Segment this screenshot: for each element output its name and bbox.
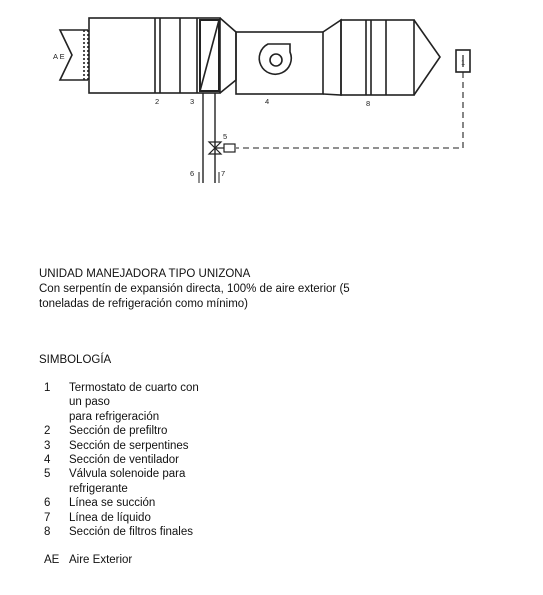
legend-item-text: Línea se succión (69, 497, 156, 510)
fan-scroll (259, 44, 291, 74)
label-1: 1 (461, 58, 466, 67)
final-filters-section (341, 20, 414, 95)
label-ae: A E (53, 52, 65, 61)
legend-item-number: 1 (44, 382, 51, 394)
coil-diagonal (200, 20, 219, 91)
valve-actuator (224, 144, 235, 152)
legend-item-number: 3 (44, 439, 51, 452)
label-4: 4 (265, 97, 270, 106)
legend-item-number: 2 (44, 425, 51, 438)
control-line (236, 72, 463, 148)
legend-item-text: Línea de líquido (69, 511, 151, 524)
label-2: 2 (155, 97, 160, 106)
legend-item-number: 6 (44, 497, 51, 510)
legend-heading: SIMBOLOGÍA (39, 354, 112, 366)
discharge-cone (414, 20, 440, 95)
fan-section (236, 32, 323, 94)
legend-item-number: 4 (44, 454, 51, 466)
legend-item-text: Sección de prefiltro (69, 425, 168, 438)
legend-item-number: 8 (44, 526, 51, 538)
legend-item-text: un paso (69, 396, 110, 409)
transition-out (323, 20, 341, 95)
label-5: 5 (223, 132, 228, 141)
legend-item-text: Sección de serpentines (69, 439, 189, 452)
label-6: 6 (190, 169, 195, 178)
legend-item-number: 7 (44, 511, 51, 524)
legend-item-text: Termostato de cuarto con (69, 382, 199, 394)
legend-item-text: Sección de ventilador (69, 454, 179, 466)
caption-line-1: Con serpentín de expansión directa, 100% de aire exterior (5 (39, 283, 350, 295)
air-handler-diagram (0, 0, 543, 195)
fan-hub (270, 54, 282, 66)
label-3: 3 (190, 97, 195, 106)
legend-item-text: refrigerante (69, 482, 128, 495)
caption-title: UNIDAD MANEJADORA TIPO UNIZONA (39, 268, 251, 280)
legend-item-text: Válvula solenoide para (69, 468, 186, 481)
legend-item-text: Sección de filtros finales (69, 526, 194, 538)
legend-item-text: Aire Exterior (69, 554, 133, 567)
label-8: 8 (366, 99, 371, 108)
legend-item-number: AE (44, 554, 60, 567)
caption-line-2: toneladas de refrigeración como mínimo) (39, 298, 249, 310)
legend-item-text: para refrigeración (69, 410, 160, 423)
transition-in (220, 18, 236, 93)
label-7: 7 (221, 169, 226, 178)
legend-item-number: 5 (44, 468, 51, 481)
